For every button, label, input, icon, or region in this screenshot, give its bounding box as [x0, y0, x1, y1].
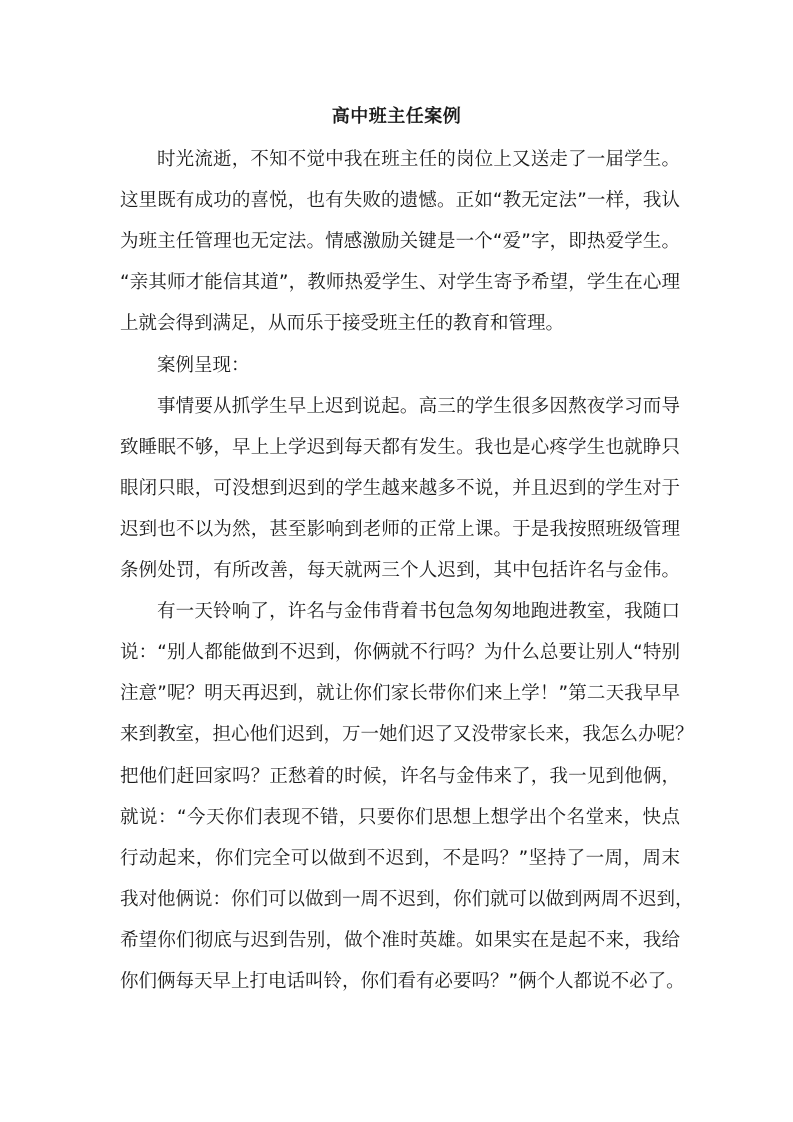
body-text-line: 行动起来，你们完全可以做到不迟到，不是吗？”坚持了一周，周末 — [120, 847, 680, 869]
body-text-line: 来到教室，担心他们迟到，万一她们迟了又没带家长来，我怎么办呢？ — [120, 724, 694, 746]
body-text-line: 致睡眠不够，早上上学迟到每天都有发生。我也是心疼学生也就睁只 — [120, 436, 680, 458]
body-text-line: 为班主任管理也无定法。情感激励关键是一个“爱”字，即热爱学生。 — [120, 231, 680, 253]
body-text-line: 眼闭只眼，可没想到迟到的学生越来越多不说，并且迟到的学生对于 — [120, 477, 680, 499]
body-text-line: 我对他俩说：你们可以做到一周不迟到，你们就可以做到两周不迟到， — [120, 888, 694, 910]
body-text-line: 迟到也不以为然，甚至影响到老师的正常上课。于是我按照班级管理 — [120, 518, 680, 540]
document-title: 高中班主任案例 — [331, 106, 462, 127]
body-text-line: 希望你们彻底与迟到告别，做个准时英雄。如果实在是起不来，我给 — [120, 929, 680, 951]
body-text-line: 时光流逝，不知不觉中我在班主任的岗位上又送走了一届学生。 — [157, 149, 680, 170]
body-text-line: 把他们赶回家吗？正愁着的时候，许名与金伟来了，我一见到他俩， — [120, 765, 680, 787]
body-text-line: 事情要从抓学生早上迟到说起。高三的学生很多因熬夜学习而导 — [157, 395, 680, 417]
body-text-line: 注意”呢？明天再迟到，就让你们家长带你们来上学！”第二天我早早 — [120, 683, 680, 705]
body-text-line: 上就会得到满足，从而乐于接受班主任的教育和管理。 — [120, 313, 565, 335]
body-text-line: 说：“别人都能做到不迟到，你俩就不行吗？为什么总要让别人“特别 — [120, 642, 680, 664]
body-text-line: 这里既有成功的喜悦，也有失败的遗憾。正如“教无定法”一样，我认 — [120, 190, 680, 212]
body-text-line: 你们俩每天早上打电话叫铃，你们看有必要吗？”俩个人都说不必了。 — [120, 971, 685, 992]
body-text-line: 有一天铃响了，许名与金伟背着书包急匆匆地跑进教室，我随口 — [157, 601, 680, 623]
body-text-line: 案例呈现： — [157, 354, 250, 376]
body-text-line: “亲其师才能信其道”，教师热爱学生、对学生寄予希望，学生在心理 — [120, 272, 680, 294]
body-text-line: 就说：“今天你们表现不错，只要你们思想上想学出个名堂来，快点 — [120, 806, 680, 828]
body-text-line: 条例处罚，有所改善，每天就两三个人迟到，其中包括许名与金伟。 — [120, 560, 680, 581]
